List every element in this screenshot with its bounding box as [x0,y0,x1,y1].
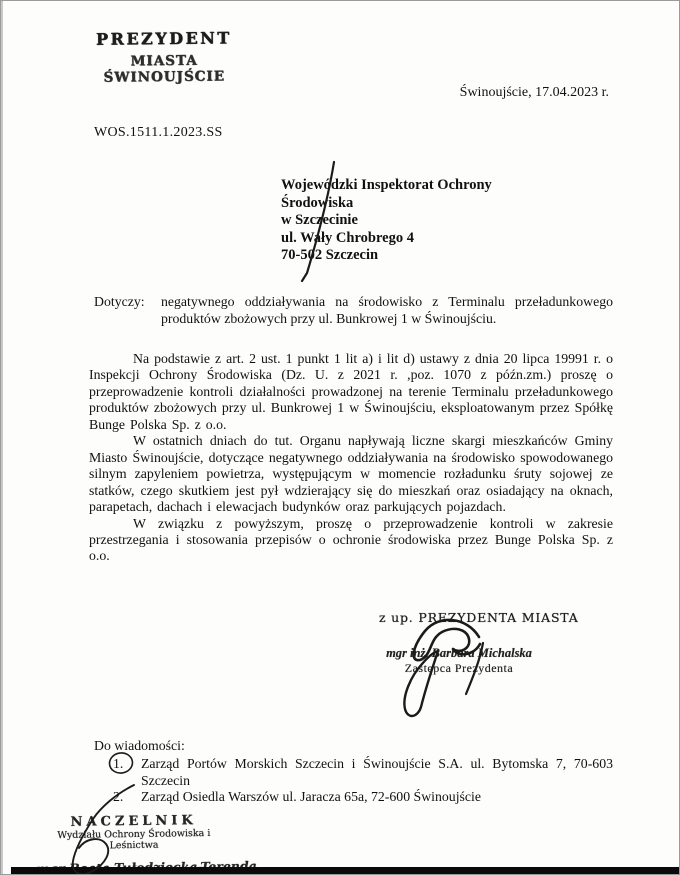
signature-authorization: z up. PREZYDENTA MIASTA [379,610,579,625]
reference-number: WOS.1511.1.2023.SS [94,125,223,140]
department-stamp-subtitle: Wydziału Ochrony Środowiska i Leśnictwa [57,827,211,852]
body-paragraph: W związku z powyższym, proszę o przeprowadzenie kontroli w zakresie przestrzegania i stosowania przepisów o ochronie środowiska przez Bunge Polska Sp. z o.o. [89,515,613,564]
scan-edge-bar [11,867,680,875]
body-paragraph: Na podstawie z art. 2 ust. 1 punkt 1 lit a) i lit d) ustawy z dnia 20 lipca 19991 r. o Inspekcji Ochrony Środowiska (Dz. U. z 2021 r. ,poz. 1070 z późn.zm.) proszę o przeprowadzenie kontroli działalności prowadzonej na terenie Terminalu przeładunkowego produktów zbożowych przy ul. Bunkrowej 1 w Świnoujściu, eksploatowanym przez Spółkę Bunge Polska Sp. z o.o. [89,351,613,432]
recipient-line: Środowiska [281,194,354,211]
subject-text: negatywnego oddziaływania na środowisko z Terminalu przeładunkowego produktów zbożowych przy ul. Bunkrowej 1 w Świnoujściu. [161,294,613,326]
cc-item-number: 1. [113,755,124,771]
cc-item [94,756,613,790]
signatory-name: mgr inż. Barbara Michalska [386,646,532,660]
cc-item-number: 2. [113,789,124,805]
subject-row [94,293,613,327]
recipient-line: Wojewódzki Inspektorat Ochrony [281,177,492,193]
signatory-title: Zastępca Prezydenta [404,661,514,675]
sender-stamp-line2: MIASTA ŚWINOUJŚCIE [103,52,226,86]
cc-item-text: Zarząd Portów Morskich Szczecin i Świnoujście S.A. ul. Bytomska 7, 70-603 Szczecin [141,755,613,788]
sender-stamp-line1: PREZYDENT [95,28,232,49]
cc-label: Do wiadomości: [94,738,185,753]
cc-item-text: Zarząd Osiedla Warszów ul. Jaracza 65a, 72-600 Świnoujście [141,789,481,805]
body-paragraph: W ostatnich dniach do tut. Organu napływają liczne skargi mieszkańców Gminy Miasto Świnoujście, dotyczące negatywnego oddziaływania na środowisko spowodowanego silnym zapyleniem powietrza, występującym w momencie rozładunku śruty sojowej ze statków, czego skutkiem jest pył wdzierający się do mieszkań oraz osiadający na oknach, parapetach, dachach i elewacjach budynków oraz parkujących pojazdach. [89,433,613,515]
subject-label: Dotyczy: [94,294,145,309]
cc-section [94,738,613,806]
dateline: Świnoujście, 17.04.2023 r. [459,85,609,100]
cc-item [94,789,613,806]
recipient-line: 70-502 Szczecin [281,247,379,264]
department-stamp-title: NACZELNIK [70,813,197,830]
signature-block [379,610,579,676]
letter-body [89,351,613,565]
recipient-block [281,177,541,265]
department-stamp [36,813,233,875]
recipient-line: ul. Wały Chrobrego 4 [281,229,414,246]
sender-stamp [79,28,250,86]
recipient-line: w Szczecinie [281,212,358,229]
